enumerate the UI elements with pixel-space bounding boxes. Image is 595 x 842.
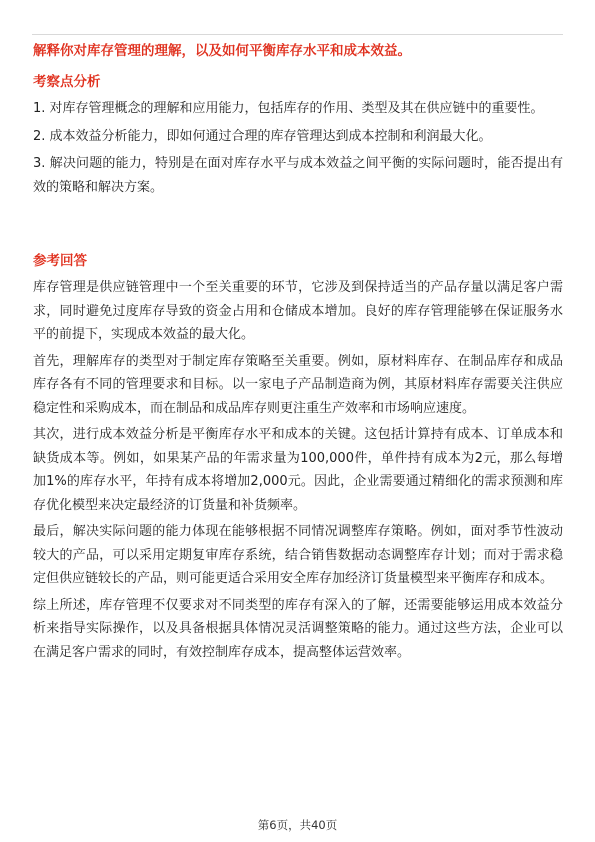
answer-paragraph: 其次，进行成本效益分析是平衡库存水平和成本的关键。这包括计算持有成本、订单成本和缺货成本等。例如，如果某产品的年需求量为100,000件，单件持有成本为2元，那么每增加1%的库存水平，年持有成本将增加2,000元。因此，企业需要通过精细化的需求预测和库存优化模型来决定最经济的订货量和补货频率。 xyxy=(33,427,563,513)
answer-body xyxy=(33,276,563,667)
page-number: 第6页，共40页 xyxy=(257,818,338,832)
answer-paragraph: 库存管理是供应链管理中一个至关重要的环节，它涉及到保持适当的产品存量以满足客户需求，同时避免过度库存导致的资金占用和仓储成本增加。良好的库存管理能够在保证服务水平的前提下，实现成本效益的最大化。 xyxy=(33,280,563,342)
points-heading: 考察点分析 xyxy=(33,74,101,90)
point-item: 2. 成本效益分析能力，即如何通过合理的库存管理达到成本控制和利润最大化。 xyxy=(33,128,492,144)
answer-paragraph: 综上所述，库存管理不仅要求对不同类型的库存有深入的了解，还需要能够运用成本效益分析来指导实际操作，以及具备根据具体情况灵活调整策略的能力。通过这些方法，企业可以在满足客户需求的同时，有效控制库存成本，提高整体运营效率。 xyxy=(33,597,563,660)
points-list xyxy=(33,97,563,203)
answer-paragraph: 最后，解决实际问题的能力体现在能够根据不同情况调整库存策略。例如，面对季节性波动较大的产品，可以采用定期复审库存系统，结合销售数据动态调整库存计划；而对于需求稳定但供应链较长的产品，则可能更适合采用安全库存加经济订货量模型来平衡库存和成本。 xyxy=(33,524,563,586)
point-item: 3. 解决问题的能力，特别是在面对库存水平与成本效益之间平衡的实际问题时，能否提出有效的策略和解决方案。 xyxy=(33,156,563,195)
answer-paragraph: 首先，理解库存的类型对于制定库存策略至关重要。例如，原材料库存、在制品库存和成品库存各有不同的管理要求和目标。以一家电子产品制造商为例，其原材料库存需要关注供应稳定性和采购成本，而在制品和成品库存则更注重生产效率和市场响应速度。 xyxy=(33,353,563,416)
question-title: 解释你对库存管理的理解，以及如何平衡库存水平和成本效益。 xyxy=(33,43,411,59)
top-divider xyxy=(32,34,563,35)
point-item: 1. 对库存管理概念的理解和应用能力，包括库存的作用、类型及其在供应链中的重要性。 xyxy=(33,101,544,116)
answer-heading: 参考回答 xyxy=(33,253,87,269)
